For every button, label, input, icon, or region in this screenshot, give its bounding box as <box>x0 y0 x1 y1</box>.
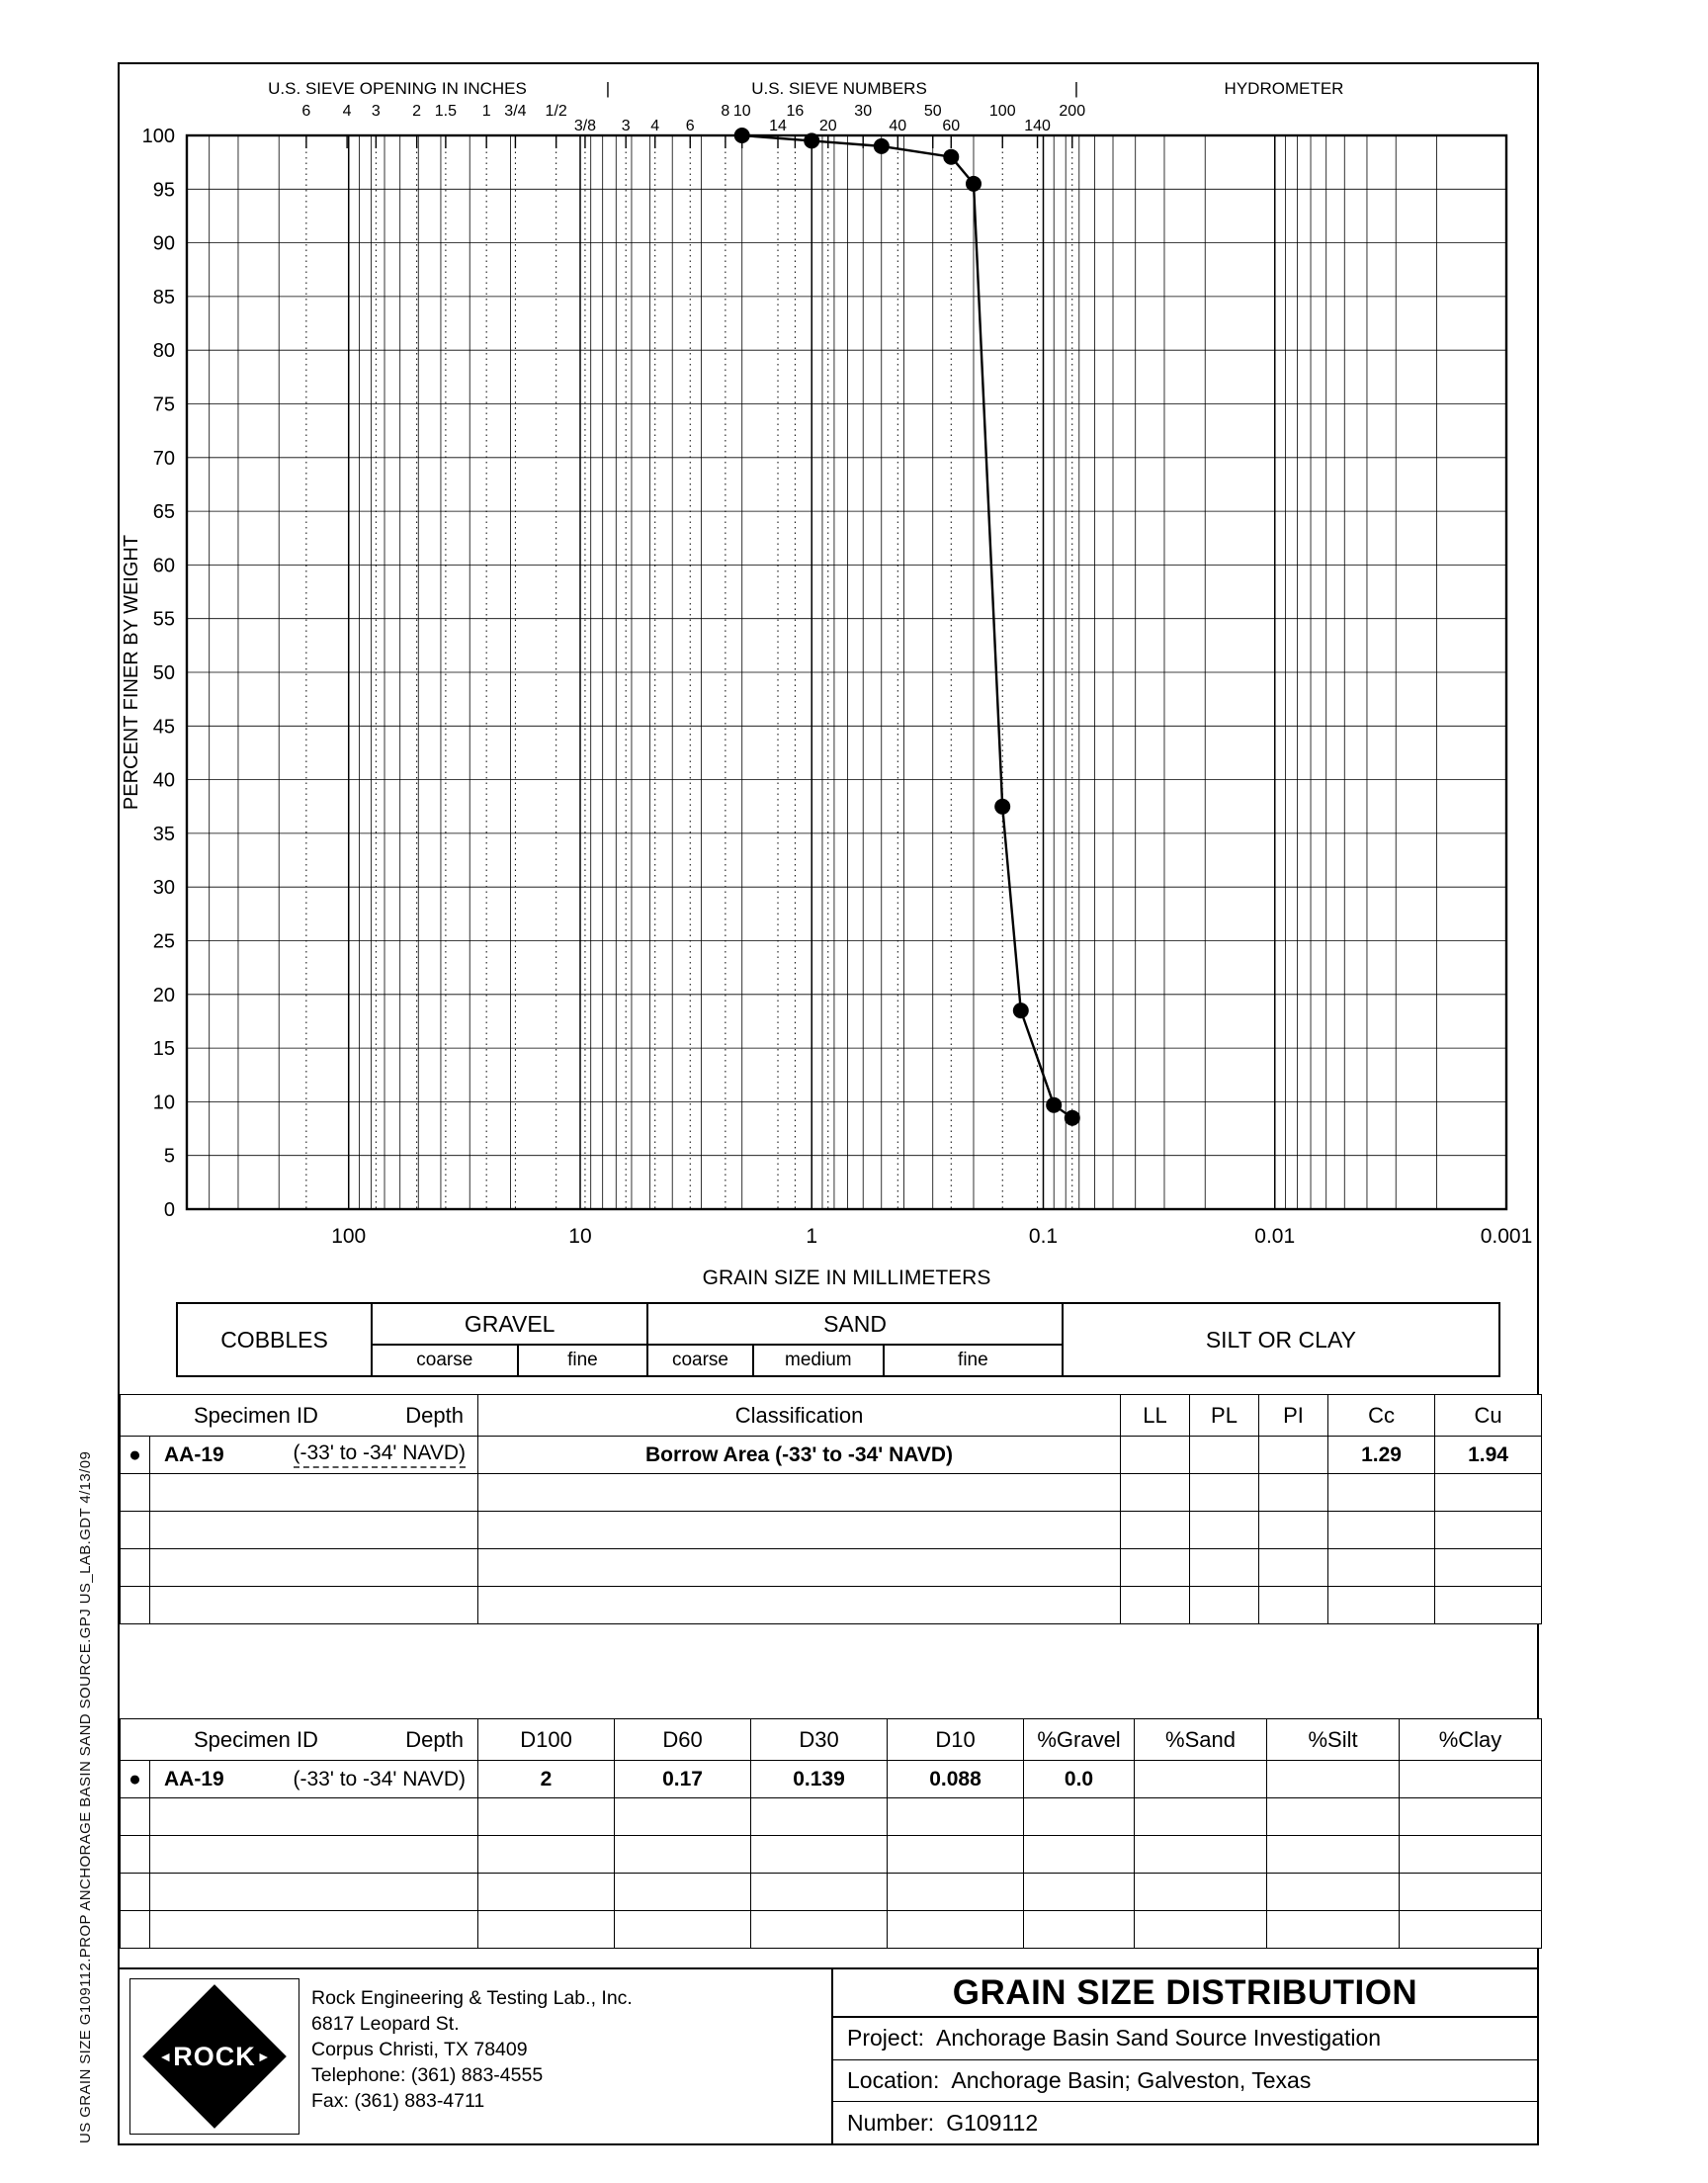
logo-right-arrow-icon: ► <box>256 2049 271 2064</box>
cc-header: Cc <box>1328 1395 1435 1437</box>
x-tick-label: 0.1 <box>1028 1225 1059 1248</box>
ll-value <box>1121 1437 1190 1474</box>
fraction-cobbles: COBBLES <box>220 1326 328 1353</box>
project-label: Project: <box>847 2025 924 2052</box>
ll-header: LL <box>1121 1395 1190 1437</box>
specimen-depth-cell <box>150 1761 478 1798</box>
fraction-sand-group <box>646 1304 1062 1375</box>
fraction-gravel-coarse: coarse <box>416 1350 473 1370</box>
grading-parameters-table <box>120 1718 1542 1949</box>
logo-wordmark: ROCK <box>173 2041 256 2071</box>
x-tick-label: 1 <box>806 1225 818 1248</box>
logo-text-row <box>130 1979 299 2134</box>
number-label: Number: <box>847 2109 935 2136</box>
pct-sand-value <box>1135 1761 1267 1798</box>
pi-header: PI <box>1259 1395 1328 1437</box>
sieve-tick-label: 200 <box>1059 103 1086 120</box>
y-tick-label: 10 <box>152 1092 175 1114</box>
top-axis-group-label: U.S. SIEVE NUMBERS <box>751 79 927 98</box>
top-axis-group-label: HYDROMETER <box>1224 79 1344 98</box>
pct-gravel-header: %Gravel <box>1024 1719 1135 1761</box>
y-tick-label: 40 <box>152 769 175 792</box>
company-block <box>120 1969 831 2143</box>
sieve-tick-label: 1 <box>481 103 491 120</box>
fraction-gravel-label: GRAVEL <box>464 1310 555 1337</box>
data-point <box>734 128 750 143</box>
d60-value: 0.17 <box>615 1761 751 1798</box>
grain-size-distribution-chart <box>120 64 1541 1300</box>
y-tick-label: 0 <box>163 1199 175 1221</box>
top-axis-separator: | <box>605 79 611 98</box>
cu-value: 1.94 <box>1435 1437 1542 1474</box>
depth-value: (-33' to -34' NAVD) <box>293 1767 467 1790</box>
empty-row <box>121 1474 1542 1512</box>
y-tick-label: 50 <box>152 662 175 684</box>
sieve-tick-label: 4 <box>650 118 660 134</box>
pct-silt-header: %Silt <box>1267 1719 1400 1761</box>
project-row <box>833 2018 1537 2060</box>
x-tick-label: 100 <box>331 1225 367 1248</box>
sieve-tick-label: 3 <box>621 118 631 134</box>
cu-header: Cu <box>1435 1395 1542 1437</box>
y-axis-title: PERCENT FINER BY WEIGHT <box>121 534 142 811</box>
sieve-tick-label: 6 <box>685 118 695 134</box>
pct-silt-value <box>1267 1761 1400 1798</box>
data-point <box>994 799 1010 815</box>
report-title: GRAIN SIZE DISTRIBUTION <box>833 1969 1537 2018</box>
empty-row <box>121 1587 1542 1624</box>
location-row <box>833 2060 1537 2103</box>
grading-table-header-row <box>121 1719 1542 1761</box>
pct-sand-header: %Sand <box>1135 1719 1267 1761</box>
classification-table-header-row <box>121 1395 1542 1437</box>
sieve-tick-label: 100 <box>988 103 1016 120</box>
classification-header: Classification <box>478 1395 1121 1437</box>
pi-value <box>1259 1437 1328 1474</box>
sieve-tick-label: 8 <box>721 103 730 120</box>
x-axis-title: GRAIN SIZE IN MILLIMETERS <box>702 1266 991 1289</box>
fraction-sand-label: SAND <box>823 1310 887 1337</box>
classification-value: Borrow Area (-33' to -34' NAVD) <box>478 1437 1121 1474</box>
company-phone: Telephone: (361) 883-4555 <box>311 2064 544 2086</box>
sieve-tick-label: 1/2 <box>545 103 567 120</box>
specimen-depth-header-cell <box>121 1719 478 1761</box>
empty-row <box>121 1549 1542 1587</box>
sieve-tick-label: 30 <box>854 103 873 120</box>
series-marker: ● <box>121 1437 150 1474</box>
sieve-tick-label: 3 <box>371 103 381 120</box>
y-tick-label: 55 <box>152 608 175 631</box>
data-point <box>804 132 819 148</box>
classification-table-row-aa19 <box>121 1437 1542 1474</box>
fraction-gravel-group <box>371 1304 646 1375</box>
distribution-curve <box>742 135 1072 1118</box>
d30-value: 0.139 <box>751 1761 888 1798</box>
project-block <box>831 1969 1537 2143</box>
specimen-depth-header-cell <box>121 1395 478 1437</box>
sieve-tick-label: 3/8 <box>573 118 597 134</box>
project-value: Anchorage Basin Sand Source Investigation <box>935 2025 1382 2052</box>
pct-gravel-value: 0.0 <box>1024 1761 1135 1798</box>
y-tick-label: 15 <box>152 1038 175 1061</box>
company-street: 6817 Leopard St. <box>311 2013 460 2035</box>
specimen-id-header: Specimen ID <box>194 1402 318 1428</box>
sieve-tick-label: 6 <box>301 103 311 120</box>
y-tick-label: 30 <box>152 877 175 900</box>
sieve-tick-label: 140 <box>1024 118 1051 134</box>
y-tick-label: 5 <box>163 1145 175 1168</box>
y-tick-label: 60 <box>152 555 175 577</box>
top-axis-group-label: U.S. SIEVE OPENING IN INCHES <box>268 79 527 98</box>
cc-value: 1.29 <box>1328 1437 1435 1474</box>
company-fax: Fax: (361) 883-4711 <box>311 2090 485 2112</box>
fraction-sand-fine: fine <box>883 1346 1062 1375</box>
y-tick-label: 100 <box>141 126 175 147</box>
company-name: Rock Engineering & Testing Lab., Inc. <box>311 1987 633 2009</box>
sieve-tick-label: 50 <box>923 103 942 120</box>
pct-clay-value <box>1400 1761 1542 1798</box>
grading-table-row-aa19 <box>121 1761 1542 1798</box>
pl-value <box>1190 1437 1259 1474</box>
sieve-tick-label: 3/4 <box>504 103 527 120</box>
specimen-id-value: AA-19 <box>164 1442 224 1466</box>
x-tick-label: 10 <box>568 1225 592 1248</box>
y-tick-label: 20 <box>152 984 175 1006</box>
sieve-tick-label: 40 <box>889 118 907 134</box>
y-tick-label: 70 <box>152 447 175 470</box>
d10-header: D10 <box>888 1719 1024 1761</box>
fraction-silt-or-clay: SILT OR CLAY <box>1062 1304 1498 1375</box>
series-marker: ● <box>121 1761 150 1798</box>
empty-row <box>121 1512 1542 1549</box>
sieve-tick-label: 60 <box>942 118 961 134</box>
data-point <box>943 149 959 165</box>
number-value: G109112 <box>946 2109 1039 2136</box>
company-city: Corpus Christi, TX 78409 <box>311 2039 528 2060</box>
d100-value: 2 <box>478 1761 615 1798</box>
sieve-tick-label: 10 <box>732 103 751 120</box>
empty-row <box>121 1911 1542 1949</box>
sieve-tick-label: 16 <box>786 103 805 120</box>
fraction-sand-coarse: coarse <box>671 1350 728 1370</box>
empty-row <box>121 1836 1542 1874</box>
fraction-gravel-fine: fine <box>517 1346 647 1375</box>
location-value: Anchorage Basin; Galveston, Texas <box>951 2067 1312 2093</box>
location-label: Location: <box>847 2067 940 2093</box>
pl-header: PL <box>1190 1395 1259 1437</box>
pct-clay-header: %Clay <box>1400 1719 1542 1761</box>
x-tick-label: 0.01 <box>1254 1225 1296 1248</box>
depth-value: (-33' to -34' NAVD) <box>294 1441 467 1468</box>
fraction-sand-subdivisions <box>648 1344 1062 1375</box>
sieve-tick-label: 2 <box>412 103 422 120</box>
specimen-depth-cell <box>150 1437 478 1474</box>
d60-header: D60 <box>615 1719 751 1761</box>
y-tick-label: 85 <box>152 286 175 308</box>
classification-table <box>120 1394 1542 1624</box>
depth-header: Depth <box>405 1726 465 1752</box>
y-tick-label: 35 <box>152 823 175 845</box>
sieve-tick-label: 14 <box>769 118 787 134</box>
specimen-id-header: Specimen ID <box>194 1726 318 1752</box>
sieve-tick-label: 1.5 <box>434 103 458 120</box>
depth-header: Depth <box>405 1402 465 1428</box>
data-point <box>1013 1003 1029 1018</box>
y-tick-label: 90 <box>152 232 175 255</box>
y-tick-label: 75 <box>152 393 175 416</box>
title-block <box>120 1967 1537 2143</box>
data-point <box>1065 1110 1080 1126</box>
data-point <box>1046 1097 1062 1113</box>
y-tick-label: 25 <box>152 930 175 953</box>
data-point <box>966 176 982 192</box>
y-tick-label: 45 <box>152 716 175 739</box>
fraction-gravel-subdivisions <box>373 1344 646 1375</box>
sieve-tick-label: 20 <box>818 118 837 134</box>
company-address <box>311 1985 633 2114</box>
d10-value: 0.088 <box>888 1761 1024 1798</box>
d100-header: D100 <box>478 1719 615 1761</box>
empty-row <box>121 1798 1542 1836</box>
logo-left-arrow-icon: ◄ <box>158 2049 173 2064</box>
y-tick-label: 65 <box>152 501 175 524</box>
sieve-tick-label: 4 <box>342 103 352 120</box>
x-tick-label: 0.001 <box>1480 1225 1533 1248</box>
data-point <box>874 138 890 154</box>
y-tick-label: 80 <box>152 340 175 363</box>
number-row <box>833 2102 1537 2143</box>
file-reference-side-text: US GRAIN SIZE G109112.PROP ANCHORAGE BASIN SAND SOURCE.GPJ US_LAB.GDT 4/13/09 <box>77 1450 94 2143</box>
specimen-id-value: AA-19 <box>164 1767 224 1790</box>
y-tick-label: 95 <box>152 179 175 202</box>
top-axis-separator: | <box>1073 79 1079 98</box>
soil-fraction-bar <box>176 1302 1500 1377</box>
d30-header: D30 <box>751 1719 888 1761</box>
rock-logo <box>129 1978 299 2135</box>
empty-row <box>121 1874 1542 1911</box>
fraction-sand-medium: medium <box>752 1346 883 1375</box>
report-frame <box>118 62 1539 2145</box>
